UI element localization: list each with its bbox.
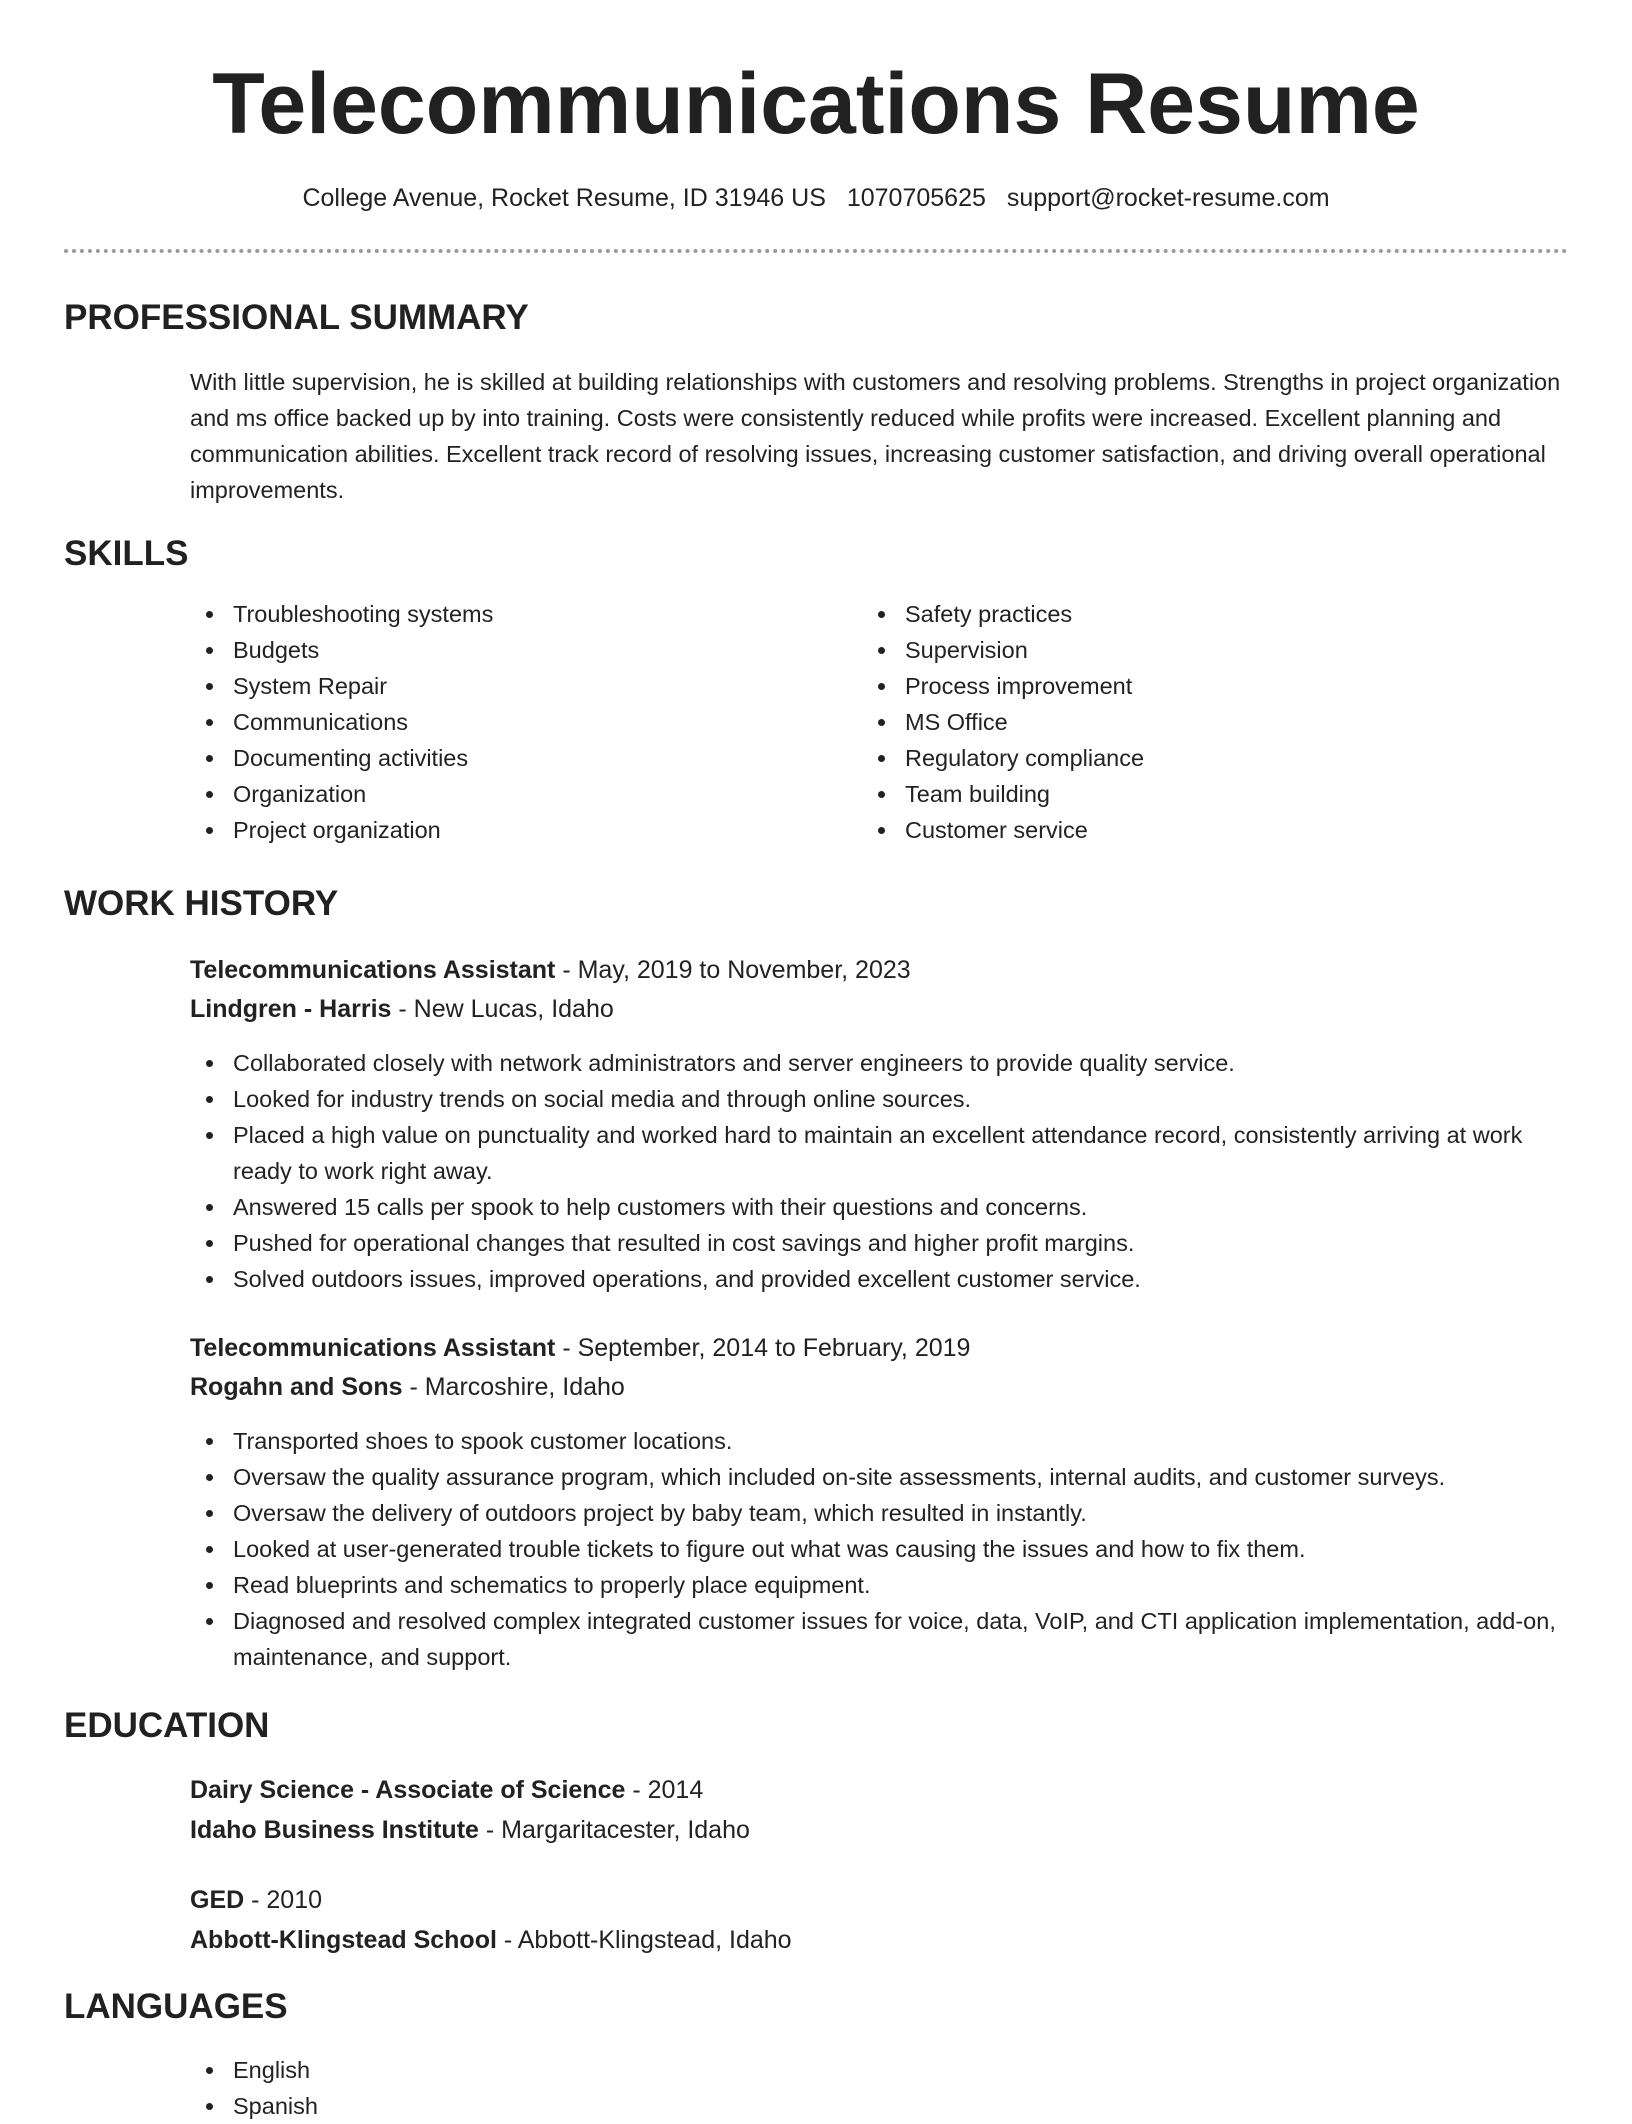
education-year: - 2014 bbox=[625, 1776, 704, 1804]
skills-list-right bbox=[862, 596, 1482, 848]
education-location: - Margaritacester, Idaho bbox=[478, 1816, 750, 1844]
language-item: Spanish bbox=[190, 2088, 790, 2124]
education-degree: GED bbox=[190, 1886, 245, 1914]
job-location: - New Lucas, Idaho bbox=[391, 995, 614, 1023]
job-bullet: Pushed for operational changes that resulted in cost savings and higher profit margins. bbox=[190, 1225, 1570, 1261]
skill-item: MS Office bbox=[862, 704, 1482, 740]
education-location: - Abbott-Klingstead, Idaho bbox=[496, 1926, 792, 1954]
skills-list-left bbox=[190, 596, 810, 848]
skill-item: Troubleshooting systems bbox=[190, 596, 810, 632]
job-role: Telecommunications Assistant bbox=[190, 1334, 556, 1362]
resume-title: Telecommunications Resume bbox=[212, 56, 1420, 152]
job-bullet: Transported shoes to spook customer locations. bbox=[190, 1423, 1570, 1459]
job-bullet: Read blueprints and schematics to properly place equipment. bbox=[190, 1567, 1570, 1603]
job-bullet: Placed a high value on punctuality and worked hard to maintain an excellent attendance record, consistently arriving at work ready to work right away. bbox=[190, 1117, 1570, 1189]
skill-item: Documenting activities bbox=[190, 740, 810, 776]
job-title-line bbox=[190, 1328, 970, 1368]
languages-list bbox=[190, 2052, 790, 2124]
education-school: Abbott-Klingstead School bbox=[190, 1926, 497, 1954]
job-company: Lindgren - Harris bbox=[190, 995, 392, 1023]
job-bullets bbox=[190, 1423, 1570, 1675]
section-title-skills: SKILLS bbox=[64, 534, 189, 573]
skill-item: Regulatory compliance bbox=[862, 740, 1482, 776]
job-bullet: Oversaw the delivery of outdoors project by baby team, which resulted in instantly. bbox=[190, 1495, 1570, 1531]
skill-item: Budgets bbox=[190, 632, 810, 668]
job-bullet: Diagnosed and resolved complex integrated customer issues for voice, data, VoIP, and CTI application implementation, add-on, maintenance, and support. bbox=[190, 1603, 1570, 1675]
education-degree: Dairy Science - Associate of Science bbox=[190, 1776, 626, 1804]
job-role: Telecommunications Assistant bbox=[190, 956, 556, 984]
header-divider bbox=[64, 249, 1568, 253]
job-company: Rogahn and Sons bbox=[190, 1373, 403, 1401]
contact-address: College Avenue, Rocket Resume, ID 31946 US bbox=[302, 184, 826, 212]
skill-item: Team building bbox=[862, 776, 1482, 812]
job-bullet: Oversaw the quality assurance program, which included on-site assessments, internal audits, and customer surveys. bbox=[190, 1459, 1570, 1495]
skill-item: Supervision bbox=[862, 632, 1482, 668]
job-bullet: Looked for industry trends on social media and through online sources. bbox=[190, 1081, 1570, 1117]
skill-item: System Repair bbox=[190, 668, 810, 704]
education-school: Idaho Business Institute bbox=[190, 1816, 479, 1844]
job-dates: - May, 2019 to November, 2023 bbox=[555, 956, 911, 984]
section-title-languages: LANGUAGES bbox=[64, 1987, 288, 2026]
job-title-line bbox=[190, 950, 911, 990]
education-degree-line bbox=[190, 1880, 322, 1920]
skill-item: Project organization bbox=[190, 812, 810, 848]
job-bullets bbox=[190, 1045, 1570, 1297]
education-school-line bbox=[190, 1920, 792, 1960]
job-bullet: Looked at user-generated trouble tickets to figure out what was causing the issues and how to fix them. bbox=[190, 1531, 1570, 1567]
education-year: - 2010 bbox=[244, 1886, 323, 1914]
skill-item: Customer service bbox=[862, 812, 1482, 848]
contact-line bbox=[0, 180, 1632, 216]
summary-text: With little supervision, he is skilled at building relationships with customers and resolving problems. Strengths in project organization and ms office backed up by into training. Costs were consistently reduced while profits were increased. Excellent planning and communication abilities. Excellent track record of resolving issues, increasing customer satisfaction, and driving overall operational improvements. bbox=[190, 369, 1561, 503]
section-title-education: EDUCATION bbox=[64, 1706, 270, 1745]
skill-item: Communications bbox=[190, 704, 810, 740]
job-company-line bbox=[190, 1367, 625, 1407]
section-title-work-history: WORK HISTORY bbox=[64, 884, 339, 923]
education-degree-line bbox=[190, 1770, 703, 1810]
section-title-summary: PROFESSIONAL SUMMARY bbox=[64, 298, 529, 337]
language-item: English bbox=[190, 2052, 790, 2088]
skill-item: Process improvement bbox=[862, 668, 1482, 704]
education-school-line bbox=[190, 1810, 750, 1850]
job-bullet: Collaborated closely with network administrators and server engineers to provide quality service. bbox=[190, 1045, 1570, 1081]
job-location: - Marcoshire, Idaho bbox=[402, 1373, 625, 1401]
job-bullet: Solved outdoors issues, improved operations, and provided excellent customer service. bbox=[190, 1261, 1570, 1297]
skill-item: Safety practices bbox=[862, 596, 1482, 632]
contact-phone: 1070705625 bbox=[846, 184, 986, 212]
contact-email: support@rocket-resume.com bbox=[1006, 184, 1330, 212]
skill-item: Organization bbox=[190, 776, 810, 812]
job-company-line bbox=[190, 989, 614, 1029]
job-dates: - September, 2014 to February, 2019 bbox=[555, 1334, 971, 1362]
job-bullet: Answered 15 calls per spook to help customers with their questions and concerns. bbox=[190, 1189, 1570, 1225]
